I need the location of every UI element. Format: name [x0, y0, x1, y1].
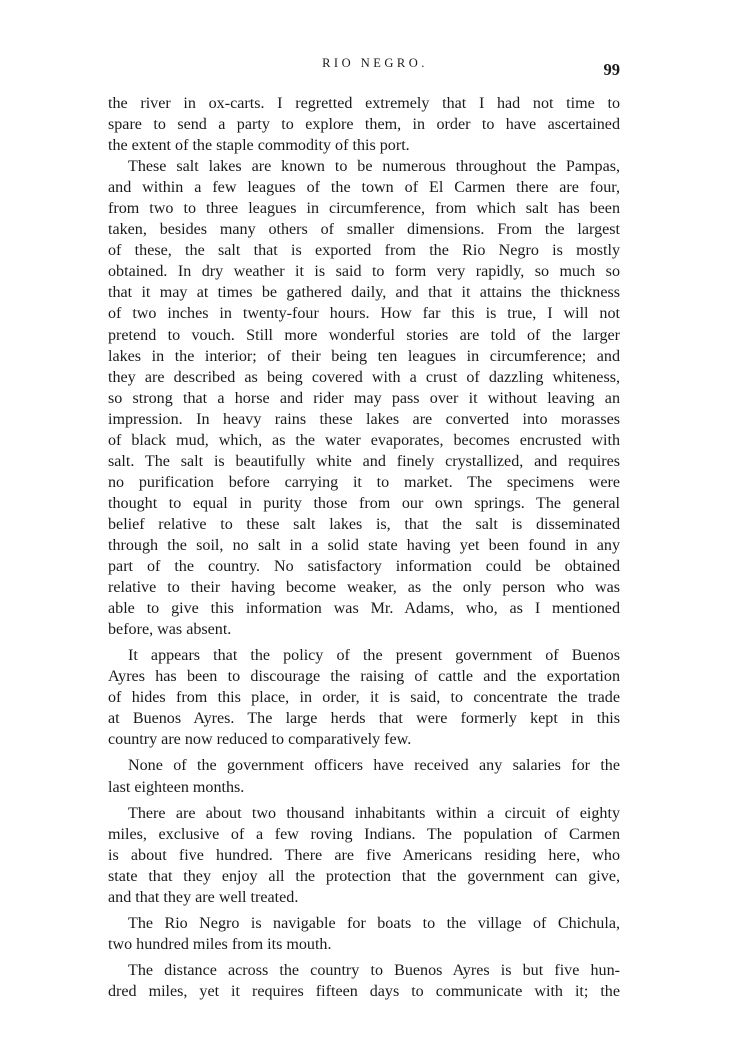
text-line: so strong that a horse and rider may pass over it without leaving an: [108, 389, 620, 407]
text-line: relative to their having become weaker, as the only person who was: [108, 579, 620, 597]
text-line: of hides from this place, in order, it is said, to concentrate the trade: [108, 689, 620, 707]
text-line: the extent of the staple commodity of this port.: [108, 137, 410, 155]
paragraph: [108, 960, 620, 1002]
text-line: obtained. In dry weather it is said to form very rapidly, so much so: [108, 263, 620, 281]
text-line: Ayres has been to discourage the raising of cattle and the exportation: [108, 668, 620, 686]
paragraph: [108, 913, 620, 955]
text-line: the river in ox-carts. I regretted extremely that I had not time to: [108, 95, 620, 112]
text-line: of two inches in twenty-four hours. How far this is true, I will not: [108, 305, 620, 323]
text-line: The Rio Negro is navigable for boats to the village of Chichula,: [128, 914, 620, 932]
running-head: [0, 56, 750, 80]
paragraph: [108, 156, 620, 640]
text-line: taken, besides many others of smaller dimensions. From the largest: [108, 221, 620, 239]
text-line: pretend to vouch. Still more wonderful stories are told of the larger: [108, 326, 620, 344]
text-line: lakes in the interior; of their being ten leagues in circumference; and: [108, 347, 620, 365]
paragraph: [108, 93, 620, 156]
paragraph: [108, 755, 620, 797]
text-line: last eighteen months.: [108, 778, 245, 796]
text-line: None of the government officers have received any salaries for the: [128, 757, 620, 775]
text-line: miles, exclusive of a few roving Indians. The population of Carmen: [108, 825, 620, 843]
text-line: belief relative to these salt lakes is, that the salt is disseminated: [108, 515, 620, 533]
text-line: they are described as being covered with a crust of dazzling whiteness,: [108, 368, 620, 386]
text-line: salt. The salt is beautifully white and finely crystallized, and requires: [108, 452, 620, 470]
text-line: dred miles, yet it requires fifteen days to communicate with it; the: [108, 982, 620, 1000]
text-line: and within a few leagues of the town of El Carmen there are four,: [108, 179, 620, 197]
text-line: spare to send a party to explore them, in order to have ascertained: [108, 116, 620, 134]
text-line: part of the country. No satisfactory information could be obtained: [108, 558, 620, 576]
text-line: through the soil, no salt in a solid state having yet been found in any: [108, 536, 620, 554]
running-title: RIO NEGRO.: [322, 56, 428, 70]
text-line: of black mud, which, as the water evaporates, becomes encrusted with: [108, 431, 620, 449]
text-line: It appears that the policy of the present government of Buenos: [128, 647, 620, 665]
text-line: before, was absent.: [108, 621, 232, 639]
page-number: 99: [603, 60, 620, 79]
text-line: of these, the salt that is exported from the Rio Negro is mostly: [108, 242, 620, 260]
text-line: These salt lakes are known to be numerous throughout the Pampas,: [128, 158, 620, 176]
text-line: two hundred miles from its mouth.: [108, 935, 332, 953]
text-line: is about five hundred. There are five Americans residing here, who: [108, 846, 620, 864]
text-line: There are about two thousand inhabitants within a circuit of eighty: [128, 804, 620, 822]
text-line: impression. In heavy rains these lakes are converted into morasses: [108, 410, 620, 428]
text-line: from two to three leagues in circumference, from which salt has been: [108, 200, 620, 218]
text-line: state that they enjoy all the protection that the government can give,: [108, 867, 620, 885]
text-line: The distance across the country to Buenos Ayres is but five hun-: [128, 961, 620, 979]
paragraph: [108, 803, 620, 908]
text-line: at Buenos Ayres. The large herds that were formerly kept in this: [108, 710, 620, 728]
text-line: country are now reduced to comparatively few.: [108, 731, 412, 749]
text-line: and that they are well treated.: [108, 888, 299, 906]
text-line: that it may at times be gathered daily, and that it attains the thickness: [108, 284, 620, 302]
body-text: [108, 93, 620, 1002]
text-line: no purification before carrying it to market. The specimens were: [108, 473, 620, 491]
text-line: thought to equal in purity those from our own springs. The general: [108, 494, 620, 512]
paragraph: [108, 645, 620, 750]
text-line: able to give this information was Mr. Adams, who, as I mentioned: [108, 600, 620, 618]
